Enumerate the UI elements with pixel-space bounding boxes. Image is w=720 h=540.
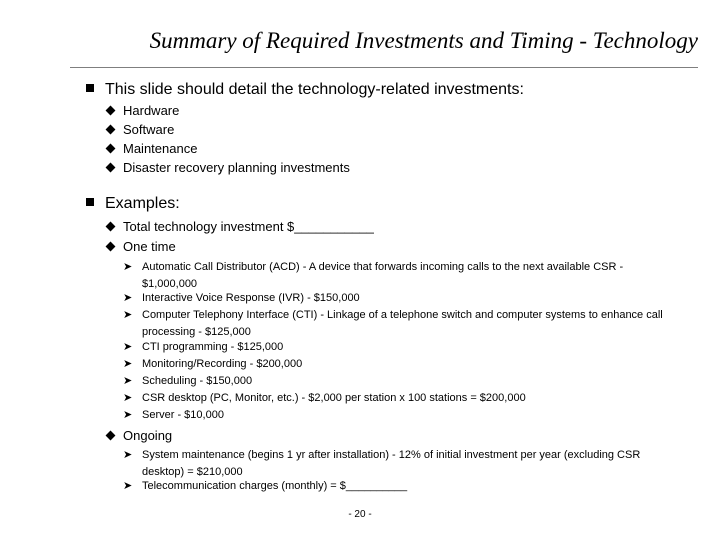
diamond-bullet-icon bbox=[106, 106, 116, 116]
arrowhead-bullet-icon: ➤ bbox=[123, 341, 133, 353]
arrowhead-bullet-icon: ➤ bbox=[123, 309, 133, 321]
diamond-bullet-icon bbox=[106, 242, 116, 252]
arrowhead-bullet-icon: ➤ bbox=[123, 392, 133, 404]
arrowhead-bullet-icon: ➤ bbox=[123, 292, 133, 304]
title-divider bbox=[70, 67, 698, 68]
diamond-bullet-icon bbox=[106, 163, 116, 173]
examples-heading: Examples: bbox=[105, 195, 180, 212]
arrowhead-bullet-icon: ➤ bbox=[123, 480, 133, 492]
slide-title: Summary of Required Investments and Timing - Technology bbox=[149, 28, 698, 53]
arrowhead-bullet-icon: ➤ bbox=[123, 409, 133, 421]
arrowhead-bullet-icon: ➤ bbox=[123, 449, 133, 461]
diamond-bullet-icon bbox=[106, 431, 116, 441]
arrowhead-bullet-icon: ➤ bbox=[123, 358, 133, 370]
square-bullet-icon bbox=[86, 84, 94, 92]
arrowhead-bullet-icon: ➤ bbox=[123, 261, 133, 273]
diamond-bullet-icon bbox=[106, 125, 116, 135]
page-number: - 20 - bbox=[348, 509, 372, 520]
intro-heading: This slide should detail the technology-related investments: bbox=[105, 81, 524, 98]
square-bullet-icon bbox=[86, 198, 94, 206]
diamond-bullet-icon bbox=[106, 144, 116, 154]
arrowhead-bullet-icon: ➤ bbox=[123, 375, 133, 387]
diamond-bullet-icon bbox=[106, 222, 116, 232]
